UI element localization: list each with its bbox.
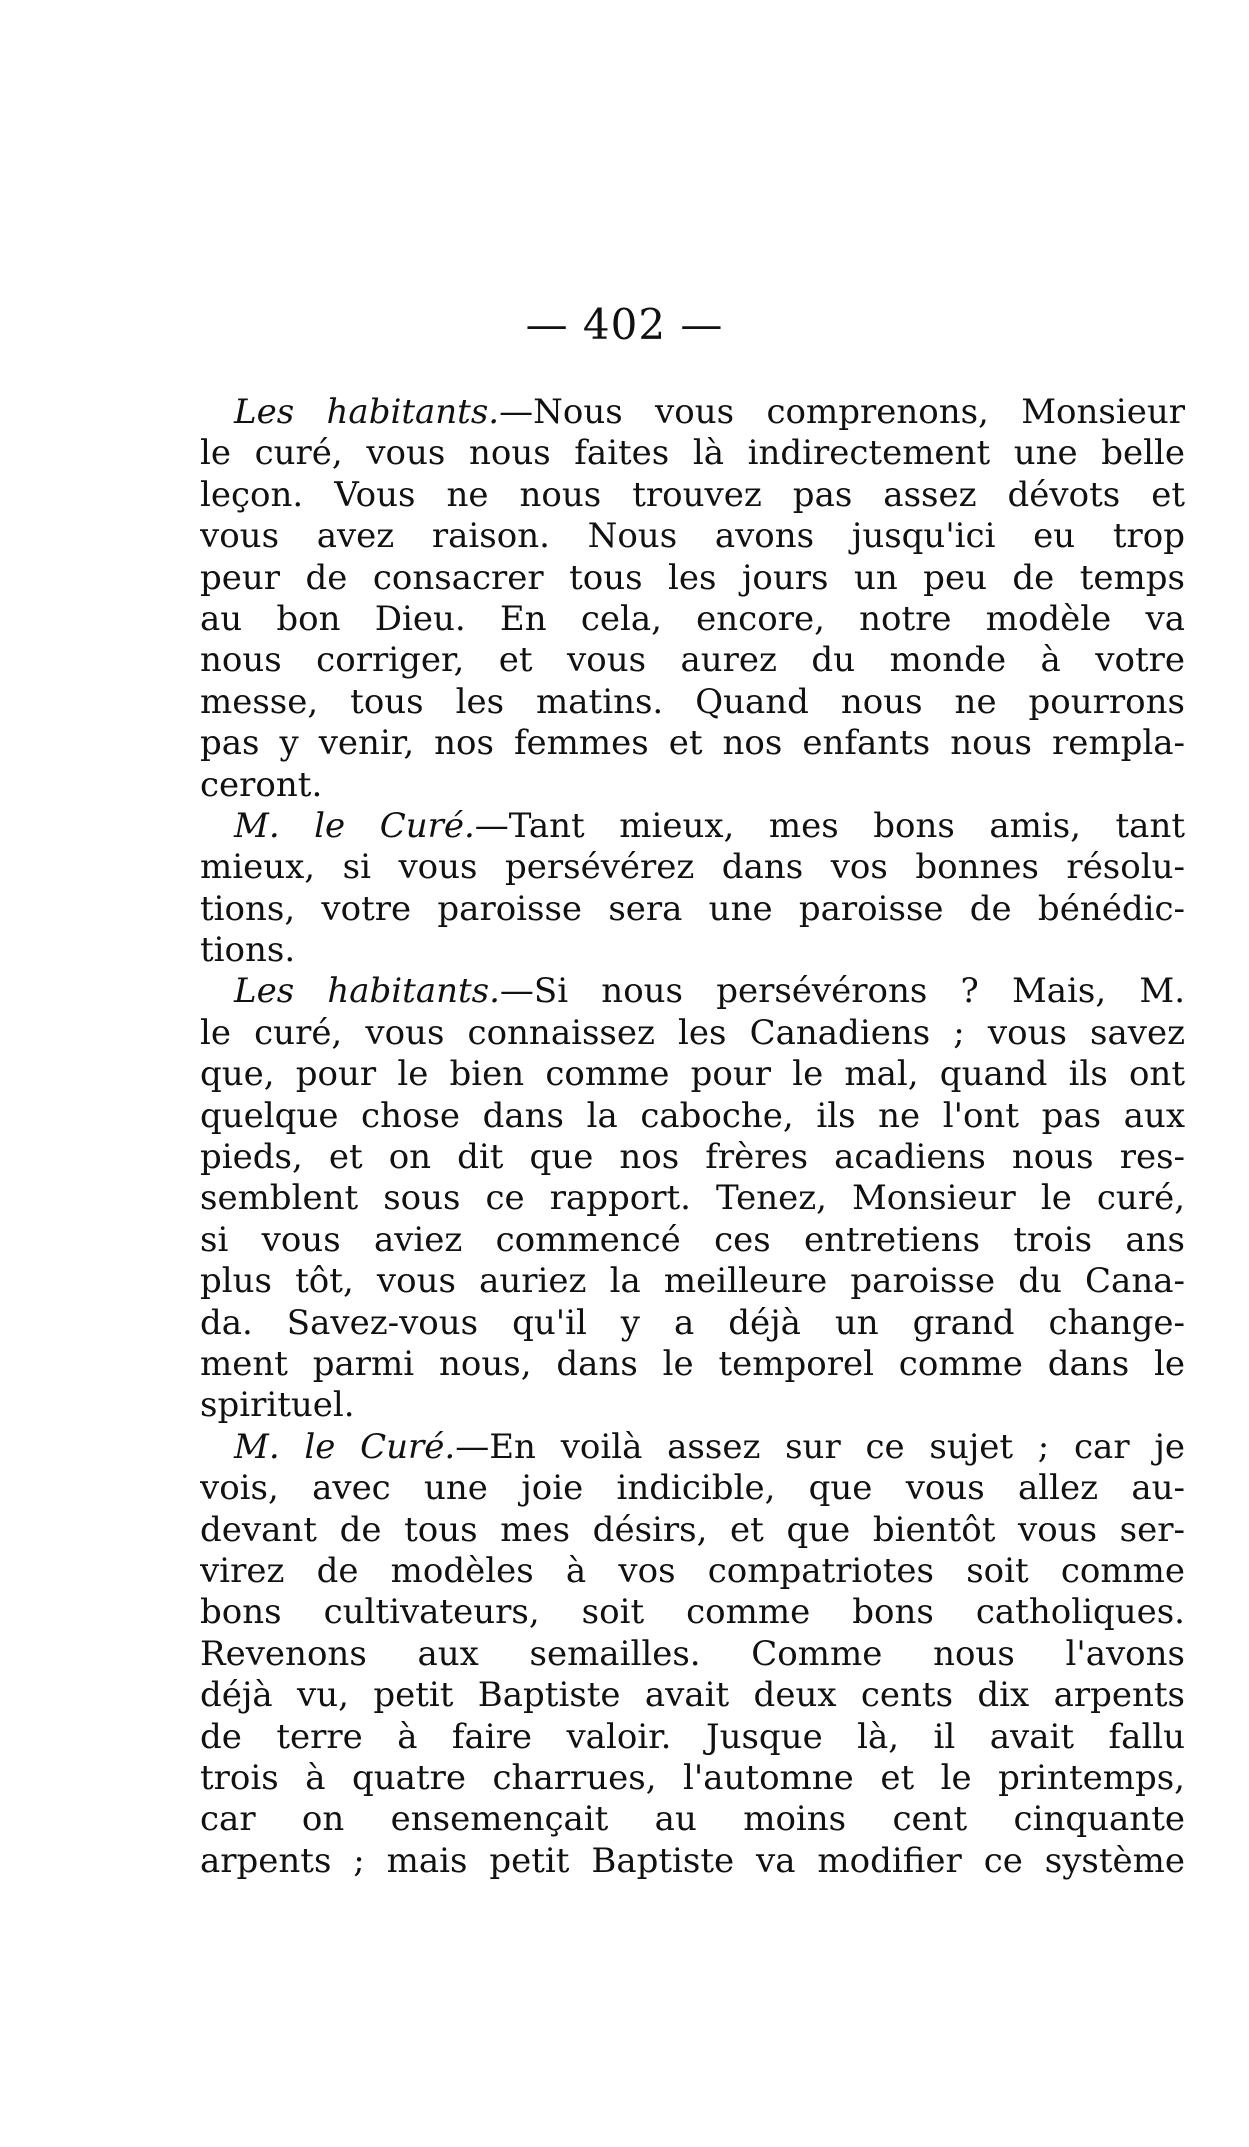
text-line: [200, 806, 1185, 847]
text-line: vous avez raison. Nous avons jusqu'ici eu trop: [200, 516, 1185, 557]
text-line: pieds, et on dit que nos frères acadiens nous res-: [200, 1137, 1185, 1178]
text-line: leçon. Vous ne nous trouvez pas assez dévots et: [200, 474, 1185, 515]
text-line: [200, 1427, 1185, 1468]
line-text: —En voilà assez sur ce sujet ; car je: [455, 1426, 1185, 1467]
line-text: —Tant mieux, mes bons amis, tant: [474, 805, 1185, 846]
text-line: si vous aviez commencé ces entretiens trois ans: [200, 1219, 1185, 1260]
text-line: nous corriger, et vous aurez du monde à votre: [200, 640, 1185, 681]
text-line: [200, 392, 1185, 433]
speaker-label: Les habitants.: [234, 971, 500, 1012]
text-line: Revenons aux semailles. Comme nous l'avons: [200, 1633, 1185, 1674]
text-line: au bon Dieu. En cela, encore, notre modèle va: [200, 598, 1185, 639]
speaker-label: M. le Curé.: [234, 1426, 456, 1467]
text-line: semblent sous ce rapport. Tenez, Monsieur le curé,: [200, 1178, 1185, 1219]
page-text: [200, 392, 1185, 1882]
text-line: plus tôt, vous auriez la meilleure paroisse du Cana-: [200, 1261, 1185, 1302]
text-line: vois, avec une joie indicible, que vous allez au-: [200, 1468, 1185, 1509]
text-line: le curé, vous connaissez les Canadiens ; vous savez: [200, 1012, 1185, 1053]
text-line: arpents ; mais petit Baptiste va modifier ce système: [200, 1840, 1185, 1881]
text-line: devant de tous mes désirs, et que bientôt vous ser-: [200, 1509, 1185, 1550]
speaker-label: M. le Curé.: [234, 805, 475, 846]
text-line: que, pour le bien comme pour le mal, quand ils ont: [200, 1054, 1185, 1095]
speaker-label: Les habitants.: [234, 392, 500, 432]
text-line: pas y venir, nos femmes et nos enfants nous rempla-: [200, 723, 1185, 764]
text-line: déjà vu, petit Baptiste avait deux cents dix arpents: [200, 1675, 1185, 1716]
line-text: —Nous vous comprenons, Monsieur: [499, 392, 1185, 432]
text-line: ment parmi nous, dans le temporel comme dans le: [200, 1343, 1185, 1384]
text-line: mieux, si vous persévérez dans vos bonnes résolu-: [200, 847, 1185, 888]
text-line: de terre à faire valoir. Jusque là, il avait fallu: [200, 1716, 1185, 1757]
text-line: bons cultivateurs, soit comme bons catholiques.: [200, 1592, 1185, 1633]
text-line: tions.: [200, 930, 296, 971]
text-line: [200, 971, 1185, 1012]
text-line: le curé, vous nous faites là indirectement une belle: [200, 433, 1185, 474]
text-line: messe, tous les matins. Quand nous ne pourrons: [200, 681, 1185, 722]
text-line: ceront.: [200, 764, 323, 805]
text-line: trois à quatre charrues, l'automne et le printemps,: [200, 1757, 1185, 1798]
text-line: virez de modèles à vos compatriotes soit comme: [200, 1550, 1185, 1591]
text-line: da. Savez-vous qu'il y a déjà un grand change-: [200, 1302, 1185, 1343]
text-line: quelque chose dans la caboche, ils ne l'ont pas aux: [200, 1095, 1185, 1136]
text-line: tions, votre paroisse sera une paroisse de bénédic-: [200, 888, 1185, 929]
line-text: —Si nous persévérons ? Mais, M.: [499, 971, 1185, 1012]
text-line: car on ensemençait au moins cent cinquante: [200, 1799, 1185, 1840]
page-number: — 402 —: [525, 300, 724, 349]
text-line: peur de consacrer tous les jours un peu de temps: [200, 557, 1185, 598]
text-line: spirituel.: [200, 1385, 355, 1426]
